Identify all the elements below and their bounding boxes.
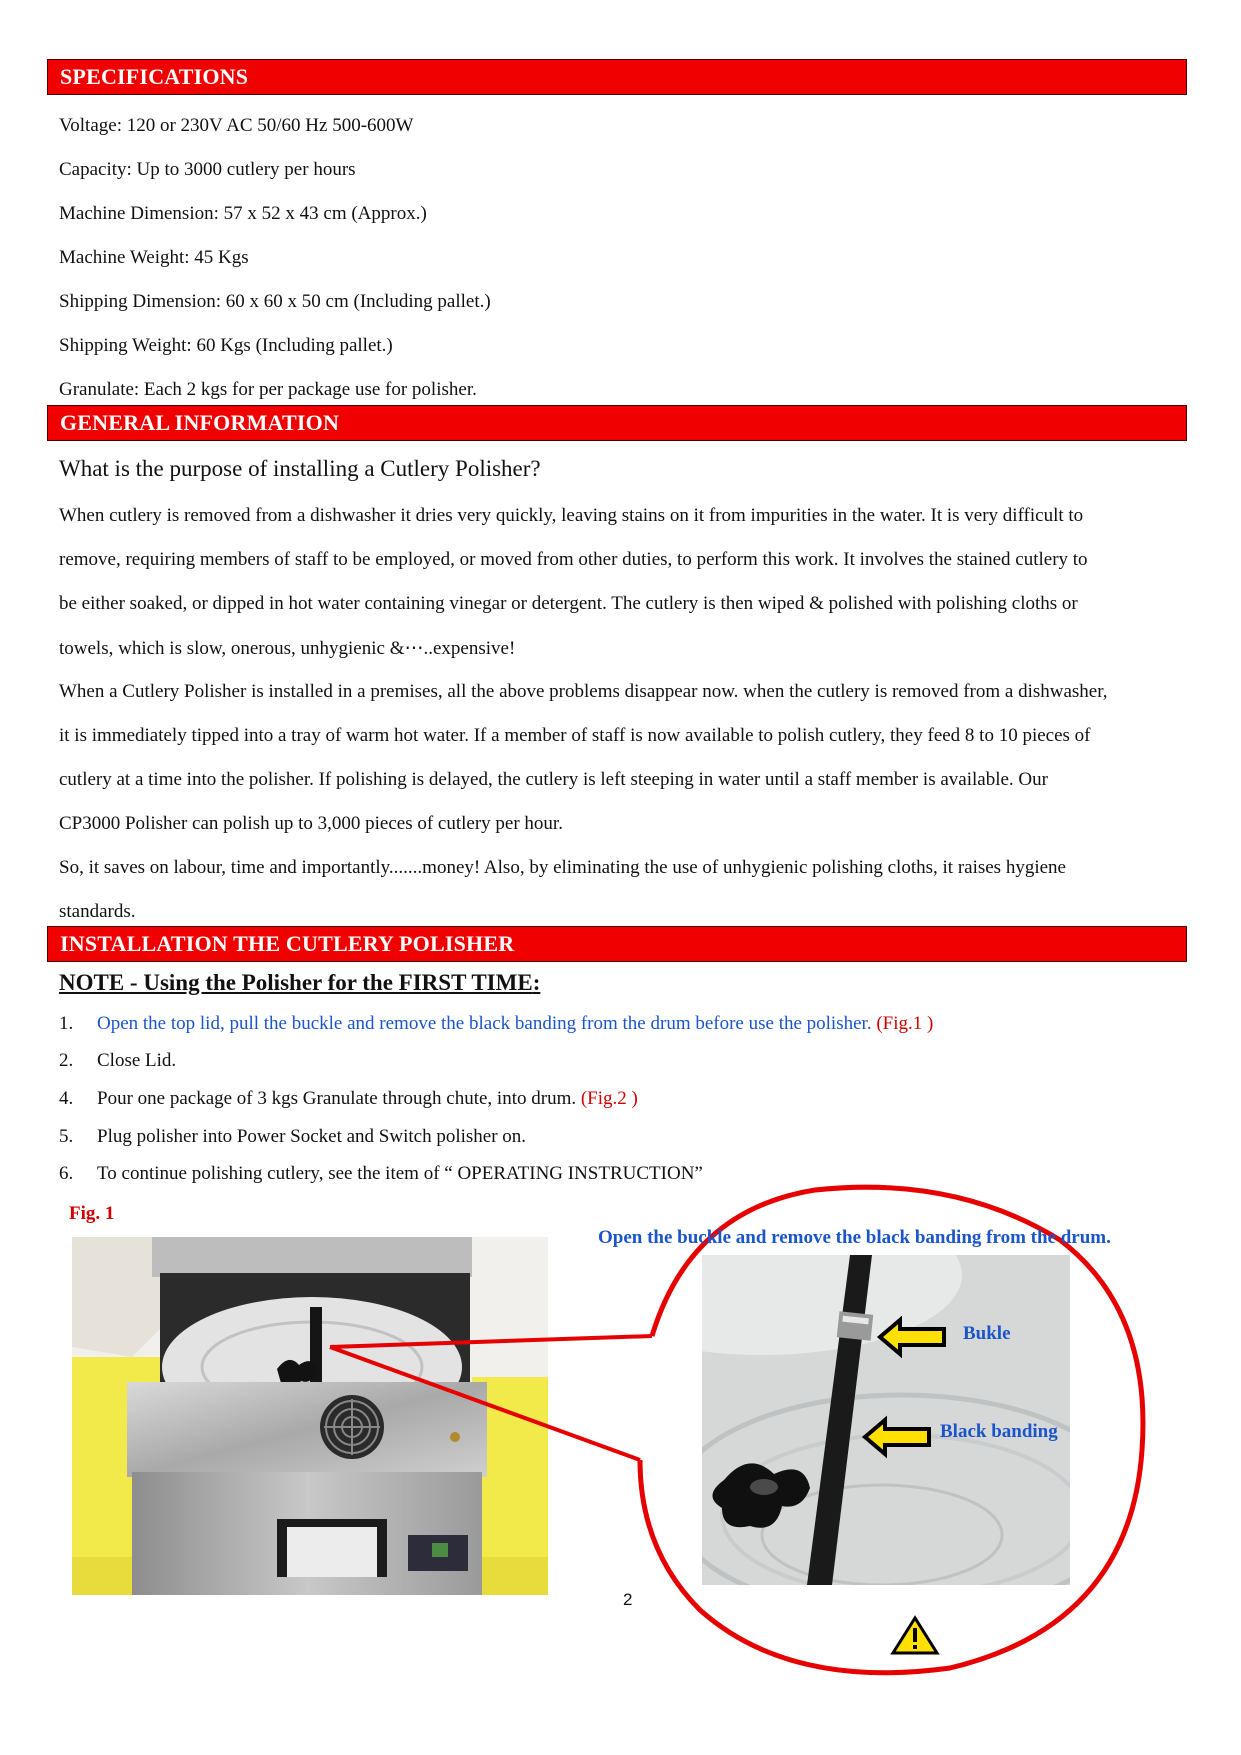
step-text: To continue polishing cutlery, see the item of “ OPERATING INSTRUCTION” [97,1163,703,1184]
step-item [59,1126,526,1148]
step-text: Pour one package of 3 kgs Granulate through chute, into drum. [97,1088,577,1109]
step-item [59,1013,933,1035]
general-line: CP3000 Polisher can polish up to 3,000 pieces of cutlery per hour. [59,813,563,834]
general-information-heading-bar [47,405,1187,441]
spec-machine-weight: Machine Weight: 45 Kgs [59,247,249,268]
spec-shipping-weight: Shipping Weight: 60 Kgs (Including pallet.) [59,335,393,356]
specifications-heading-bar [47,59,1187,95]
spec-granulate: Granulate: Each 2 kgs for per package use for polisher. [59,379,477,400]
step-number: 5. [59,1126,74,1147]
general-information-heading: GENERAL INFORMATION [60,410,340,435]
step-figure-ref: (Fig.2 ) [576,1088,638,1109]
step-number: 1. [59,1013,74,1034]
step-item [59,1050,176,1072]
page-number: 2 [623,1590,633,1609]
general-question: What is the purpose of installing a Cutlery Polisher? [59,456,541,481]
polisher-machine-photo [72,1237,548,1595]
step-text: Open the top lid, pull the buckle and remove the black banding from the drum before use the polisher. [97,1013,872,1034]
general-line: So, it saves on labour, time and importantly.......money! Also, by eliminating the use of unhygienic polishing cloths, it raises hygiene [59,857,1066,878]
general-line: When cutlery is removed from a dishwasher it dries very quickly, leaving stains on it from impurities in the water. It is very difficult to [59,505,1084,526]
buckle-closeup-photo [702,1255,1070,1585]
first-time-note-colon: : [532,970,541,995]
general-line: cutlery at a time into the polisher. If polishing is delayed, the cutlery is left steeping in water until a staff member is available. Our [59,769,1048,790]
warning-icon [893,1618,937,1653]
step-figure-ref: (Fig.1 ) [871,1013,934,1034]
general-line: When a Cutlery Polisher is installed in a premises, all the above problems disappear now. when the cutlery is removed from a dishwasher, [59,681,1108,702]
spec-machine-dimension: Machine Dimension: 57 x 52 x 43 cm (Approx.) [59,203,427,224]
specifications-heading: SPECIFICATIONS [60,64,249,89]
step-number: 6. [59,1163,74,1184]
step-item [59,1088,638,1110]
figure-caption: Open the buckle and remove the black banding from the drum. [598,1227,1111,1248]
black-banding-label: Black banding [940,1421,1058,1442]
general-line: standards. [59,901,136,922]
general-line: be either soaked, or dipped in hot water containing vinegar or detergent. The cutlery is then wiped & polished with polishing cloths or [59,593,1078,614]
spec-capacity: Capacity: Up to 3000 cutlery per hours [59,159,356,180]
step-number: 4. [59,1088,74,1109]
general-line: towels, which is slow, onerous, unhygienic &⋯..expensive! [59,638,516,659]
spec-voltage: Voltage: 120 or 230V AC 50/60 Hz 500-600W [59,115,414,136]
step-number: 2. [59,1050,74,1071]
step-text: Plug polisher into Power Socket and Switch polisher on. [97,1126,527,1147]
installation-heading-bar [47,926,1187,962]
spec-shipping-dimension: Shipping Dimension: 60 x 60 x 50 cm (Including pallet.) [59,291,491,312]
step-text: Close Lid. [97,1050,177,1071]
buckle-label: Bukle [963,1323,1011,1344]
installation-heading: INSTALLATION THE CUTLERY POLISHER [60,931,515,956]
general-line: it is immediately tipped into a tray of warm hot water. If a member of staff is now available to polish cutlery, they feed 8 to 10 pieces of [59,725,1091,746]
figure-label: Fig. 1 [69,1203,115,1224]
general-line: remove, requiring members of staff to be employed, or moved from other duties, to perform this work. It involves the stained cutlery to [59,549,1088,570]
first-time-note [59,970,540,996]
step-item [59,1163,703,1185]
first-time-note-text: NOTE - Using the Polisher for the FIRST TIME [59,970,533,995]
